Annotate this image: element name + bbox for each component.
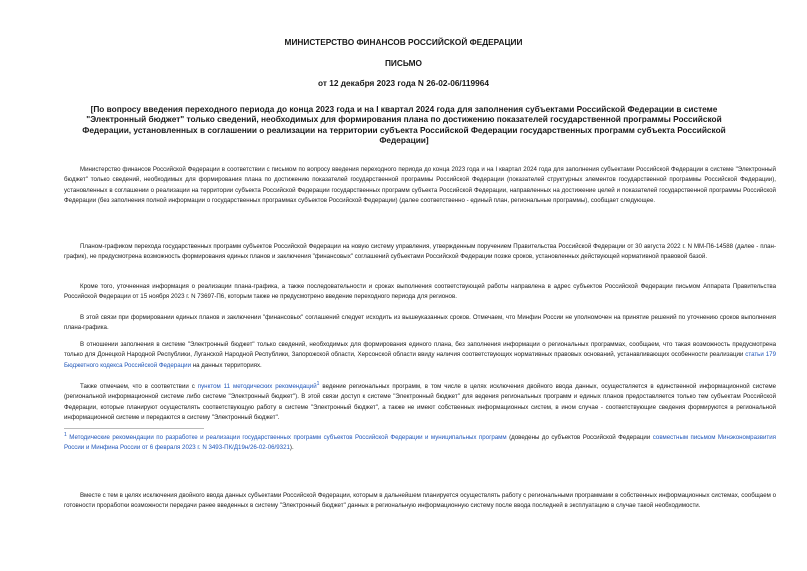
footnote-separator — [64, 428, 204, 429]
methodical-recommendations-link[interactable]: пунктом 11 методических рекомендаций — [197, 383, 317, 390]
document-title: [По вопросу введения переходного периода до конца 2023 года и на I квартал 2024 года для заполнения субъектами Российской Федерации в системе "Электронный бюджет" только сведений, необходимых для формирования плана по достижению показателей государственной программы Российской Федерации, установленных в соглашении о реализации на территории субъекта Российской Федерации государственных программ субъекта Российской Федерации] — [82, 104, 726, 145]
footnote-marker: 1 — [64, 431, 67, 438]
paragraph-2 — [64, 242, 776, 263]
joint-letter-link[interactable]: совместным письмом Минэкономразвития России и Минфина России от 6 февраля 2023 г. N 3493-ПК/Д19н/26-02-06/9321 — [64, 434, 777, 452]
paragraph-7 — [64, 491, 776, 512]
paragraph-6-text-end: ведение региональных программ, в том числе в целях исключения двойного ввода данных, осуществляется в единственной информационной системе (региональной информационной системе либо системе "Электронный бюджет"). В этой связи доступ к системе "Электронный бюджет" для ведения региональных программ и единых планов предоставляется только тем субъектам Российской Федерации, которые планируют осуществлять соответствующую работу в системе "Электронный бюджет", а также не имеют собственных информационных систем, в ином случае - соответствующие сведения формируются в региональной информационной системе и передаются в систему "Электронный бюджет". — [64, 383, 776, 421]
paragraph-6-text: Также отмечаем, что в соответствии с — [80, 383, 198, 390]
paragraph-5-text: В отношении заполнения в системе "Электронный бюджет" только сведений, необходимых для формирования единого плана, без заполнения информации о региональных программах, сообщаем, что такая возможность предусмотрена только для Донецкой Народной Республики, Луганской Народной Республики, Запорожской области, Херсонской области ввиду наличия соответствующих нормативных правовых оснований, устанавливающих особенности реализации — [64, 341, 776, 359]
footnote-recommendations-link[interactable]: Методические рекомендации по разработке и реализации государственных программ субъектов Российской Федерации и муниципальных программ — [69, 434, 507, 441]
paragraph-3 — [64, 282, 776, 303]
paragraph-4-text: В этой связи при формировании единых планов и заключении "финансовых" соглашений следует исходить из вышеуказанных сроков. Отмечаем, что Минфин России не уполномочен на принятие решений по уточнению сроков выполнения плана-графика. — [64, 314, 776, 332]
footnote-text: (доведены до субъектов Российской Федерации — [506, 434, 653, 441]
paragraph-1-text: Министерство финансов Российской Федерации в соответствии с письмом по вопросу введения переходного периода до конца 2023 года и на I квартал 2024 года для заполнения субъектами Российской Федерации в системе "Электронный бюджет" только сведений, необходимых для формирования плана по достижению показателей государственной программы Российской Федерации (показателей структурных элементов государственной программы Российской Федерации), установленных в соглашении о реализации на территории субъекта Российской Федерации государственных программ субъекта Российской Федерации, направленных на достижение целей и показателей государственной программы Российской Федерации (без заполнения полной информации о государственных программах субъектов Российской Федерации) (далее соответственно - единый план, региональные программы), сообщает следующее. — [64, 166, 776, 204]
paragraph-1 — [64, 165, 776, 206]
issuer-heading: МИНИСТЕРСТВО ФИНАНСОВ РОССИЙСКОЙ ФЕДЕРАЦИИ — [284, 37, 523, 47]
budget-code-article-link[interactable]: статьи 179 Бюджетного кодекса Российской Федерации — [64, 351, 776, 369]
paragraph-5-text-end: на данных территориях. — [191, 361, 262, 369]
paragraph-7-text: Вместе с тем в целях исключения двойного ввода данных субъектами Российской Федерации, которым в дальнейшем планируется осуществлять работу с региональными программами в собственных информационных системах, сообщаем о готовности проработки возможности передачи ранее введенных в систему "Электронный бюджет" данных в региональную информационную систему после ввода последней в эксплуатацию в случае такой необходимости. — [64, 492, 776, 510]
document-type-heading: ПИСЬМО — [384, 58, 423, 68]
paragraph-5 — [64, 340, 776, 371]
document-date-number: от 12 декабря 2023 года N 26-02-06/119964 — [318, 78, 489, 88]
paragraph-3-text: Кроме того, уточненная информация о реализации плана-графика, а также последовательности и сроках выполнения соответствующей работы направлена в адрес субъектов Российской Федерации письмом Аппарата Правительства Российской Федерации от 15 ноября 2023 г. N 73697-П6, которым также не предусмотрено введение переходного периода для регионов. — [64, 283, 776, 301]
footnote — [64, 433, 776, 454]
paragraph-6 — [64, 382, 776, 423]
footnote-reference[interactable]: 1 — [316, 380, 320, 387]
paragraph-4 — [64, 313, 776, 334]
footnote-text-end: ). — [289, 444, 294, 452]
paragraph-2-text: Планом-графиком перехода государственных программ субъектов Российской Федерации на новую систему управления, утвержденным поручением Правительства Российской Федерации от 30 августа 2022 г. N ММ-П6-14588 (далее - план-график), не предусмотрена возможность формирования единых планов и заключения "финансовых" соглашений субъектами Российской Федерации позже сроков, установленных действующей нормативной правовой базой. — [64, 243, 776, 261]
